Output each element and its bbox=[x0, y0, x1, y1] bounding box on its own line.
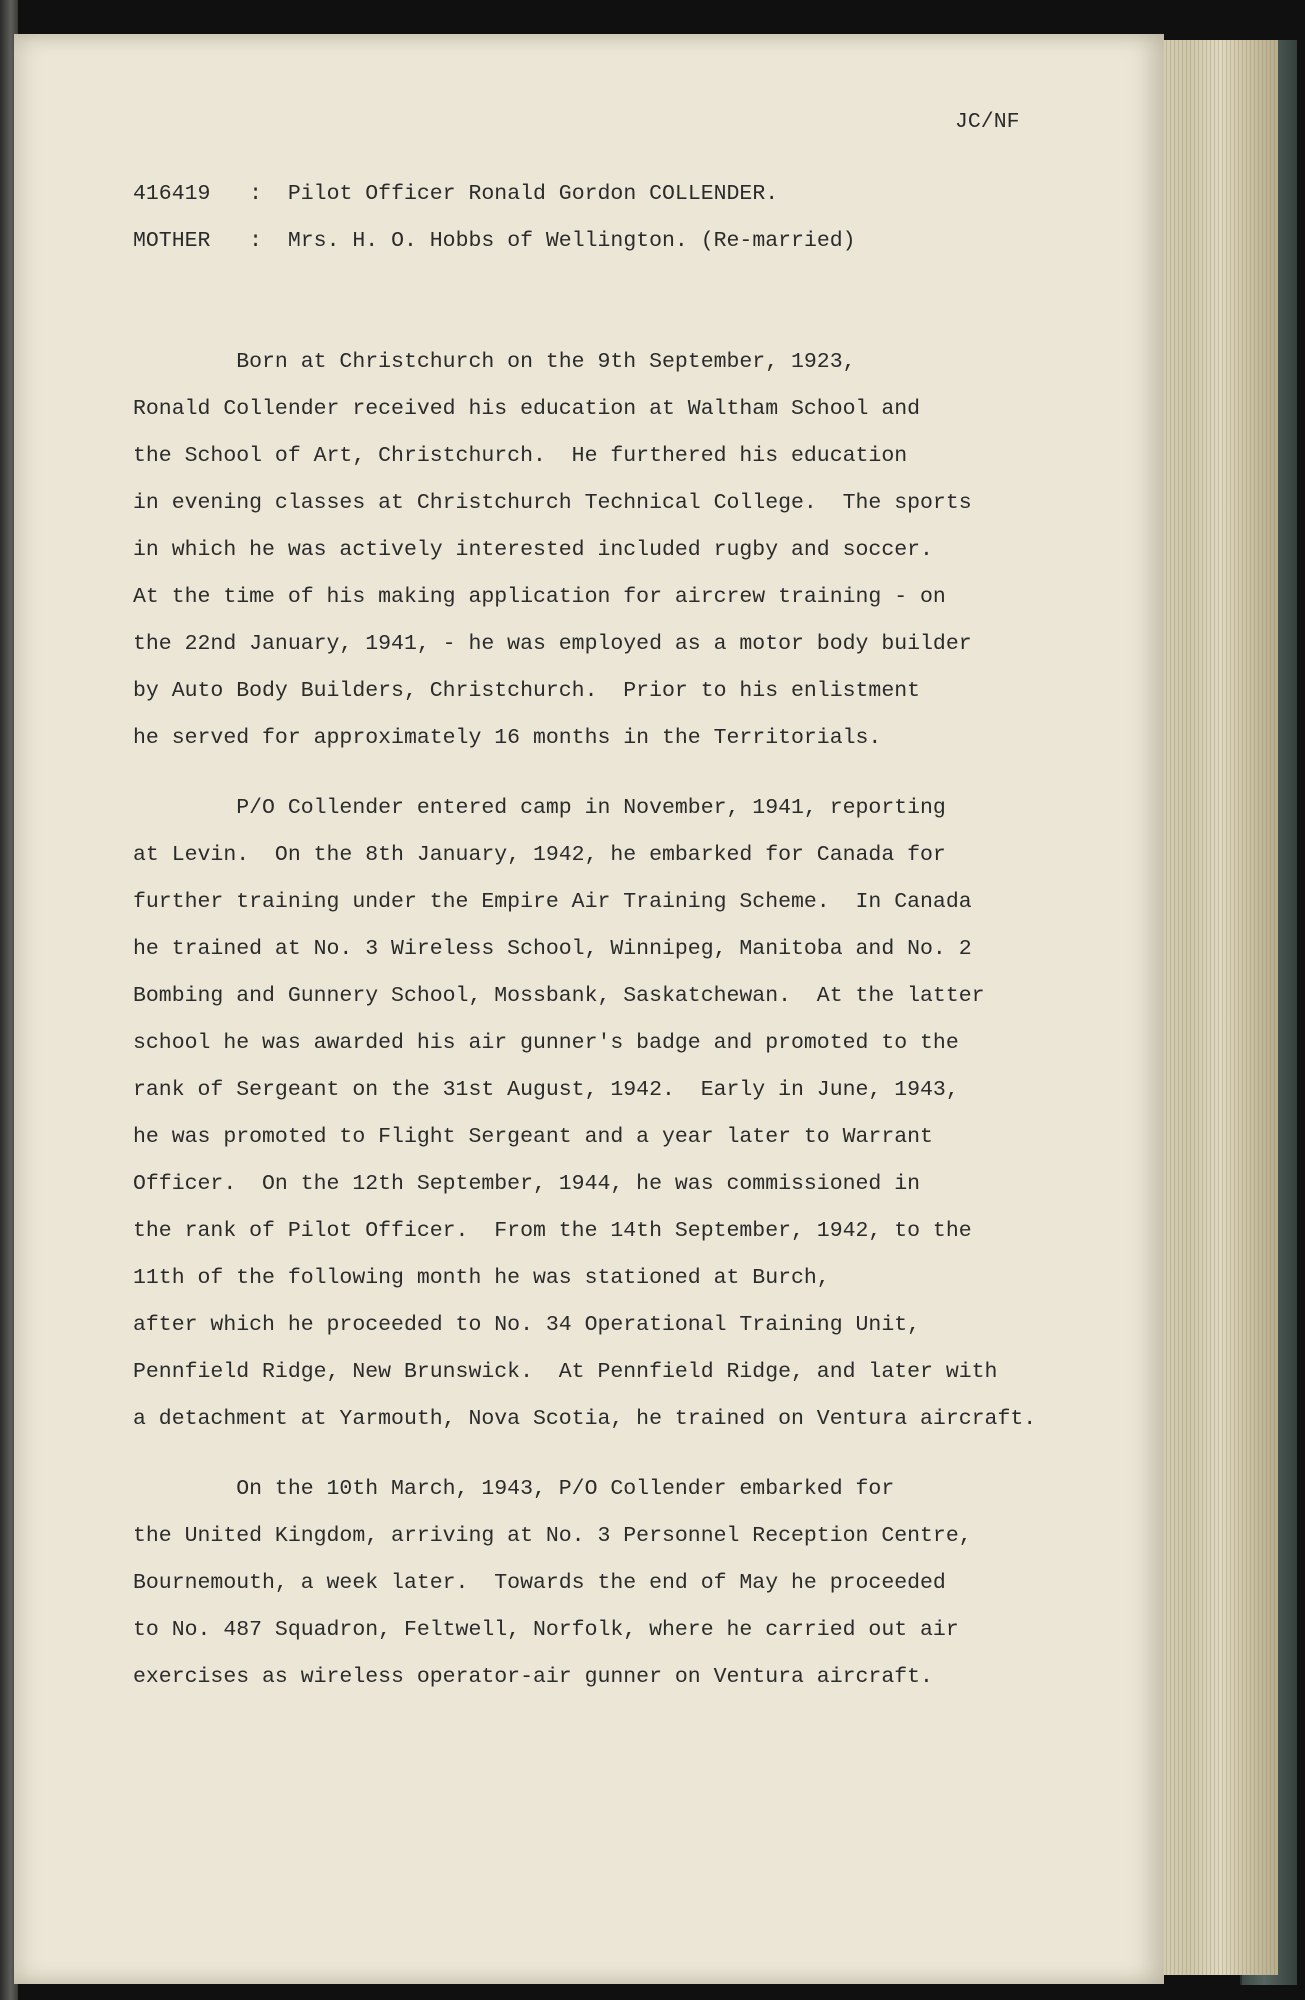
text-line: further training under the Empire Air Training Scheme. In Canada bbox=[133, 890, 972, 914]
text-line: he was promoted to Flight Sergeant and a year later to Warrant bbox=[133, 1125, 933, 1149]
text-line: P/O Collender entered camp in November, 1941, reporting bbox=[133, 796, 946, 820]
service-number: 416419 bbox=[133, 182, 211, 206]
text-line: the 22nd January, 1941, - he was employed as a motor body builder bbox=[133, 632, 972, 656]
mother-line bbox=[133, 231, 856, 253]
text-line: he served for approximately 16 months in the Territorials. bbox=[133, 726, 882, 750]
text-line: Bombing and Gunnery School, Mossbank, Saskatchewan. At the latter bbox=[133, 984, 985, 1008]
document-page bbox=[14, 34, 1164, 1984]
text-line: Ronald Collender received his education at Waltham School and bbox=[133, 397, 921, 421]
text-line: a detachment at Yarmouth, Nova Scotia, he trained on Ventura aircraft. bbox=[133, 1407, 1037, 1431]
text-line: after which he proceeded to No. 34 Operational Training Unit, bbox=[133, 1313, 921, 1337]
text-line: in which he was actively interested included rugby and soccer. bbox=[133, 538, 933, 562]
text-line: rank of Sergeant on the 31st August, 1942. Early in June, 1943, bbox=[133, 1078, 959, 1102]
airman-name: Pilot Officer Ronald Gordon COLLENDER. bbox=[287, 182, 779, 206]
mother-name: Mrs. H. O. Hobbs of Wellington. (Re-married) bbox=[287, 229, 856, 253]
text-line: At the time of his making application for aircrew training - on bbox=[133, 585, 946, 609]
reference-code: JC/NF bbox=[955, 110, 1020, 134]
text-line: the United Kingdom, arriving at No. 3 Personnel Reception Centre, bbox=[133, 1524, 972, 1548]
text-line: Born at Christchurch on the 9th September, 1923, bbox=[133, 350, 856, 374]
text-line: in evening classes at Christchurch Technical College. The sports bbox=[133, 491, 972, 515]
text-line: the rank of Pilot Officer. From the 14th September, 1942, to the bbox=[133, 1219, 972, 1243]
mother-label: MOTHER bbox=[133, 229, 211, 253]
header-separator: : bbox=[249, 182, 263, 206]
text-line: school he was awarded his air gunner's badge and promoted to the bbox=[133, 1031, 959, 1055]
header-separator: : bbox=[249, 229, 263, 253]
text-line: On the 10th March, 1943, P/O Collender embarked for bbox=[133, 1477, 895, 1501]
text-line: 11th of the following month he was stationed at Burch, bbox=[133, 1266, 830, 1290]
service-number-line bbox=[133, 184, 778, 206]
text-line: the School of Art, Christchurch. He furthered his education bbox=[133, 444, 908, 468]
text-line: Pennfield Ridge, New Brunswick. At Pennfield Ridge, and later with bbox=[133, 1360, 998, 1384]
text-line: by Auto Body Builders, Christchurch. Prior to his enlistment bbox=[133, 679, 921, 703]
text-line: Officer. On the 12th September, 1944, he was commissioned in bbox=[133, 1172, 921, 1196]
page-stack-edge bbox=[1150, 40, 1278, 1975]
text-line: Bournemouth, a week later. Towards the end of May he proceeded bbox=[133, 1571, 946, 1595]
text-line: to No. 487 Squadron, Feltwell, Norfolk, where he carried out air bbox=[133, 1618, 959, 1642]
text-line: he trained at No. 3 Wireless School, Winnipeg, Manitoba and No. 2 bbox=[133, 937, 972, 961]
text-line: at Levin. On the 8th January, 1942, he embarked for Canada for bbox=[133, 843, 946, 867]
text-line: exercises as wireless operator-air gunner on Ventura aircraft. bbox=[133, 1665, 933, 1689]
